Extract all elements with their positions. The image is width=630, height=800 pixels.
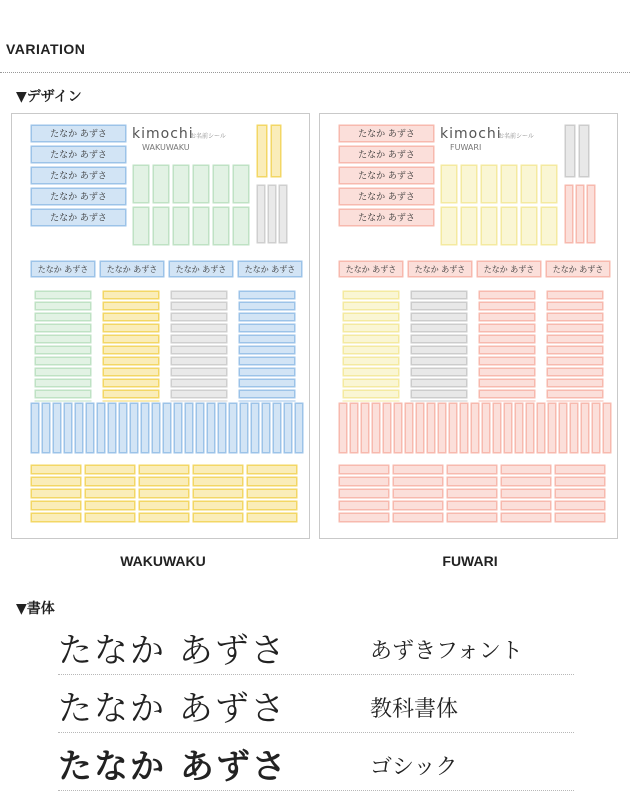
sticker-label-area <box>462 208 476 244</box>
sticker-label-area <box>241 404 247 452</box>
sticker-label-area <box>472 404 478 452</box>
sticker-label-area <box>556 502 604 509</box>
sticker-label-area <box>186 404 192 452</box>
sticker-label-area <box>417 404 423 452</box>
sticker-label-area <box>36 336 90 342</box>
sticker-label-area <box>153 404 159 452</box>
sticker-label-area <box>516 404 522 452</box>
sticker-label-area <box>248 502 296 509</box>
sticker-label-area <box>442 166 456 202</box>
sticker-label-area <box>86 514 134 521</box>
caption-fuwari: FUWARI <box>442 553 498 569</box>
sticker-label-area <box>252 404 258 452</box>
sticker-label-area <box>344 292 398 298</box>
sticker-label-area <box>494 404 500 452</box>
sticker-label-area <box>104 292 158 298</box>
sticker-label-area <box>548 336 602 342</box>
sticker-label-area <box>548 391 602 397</box>
sticker-label-area <box>43 404 49 452</box>
sticker-label-area <box>480 347 534 353</box>
sticker-text: たなか あずさ <box>552 264 604 274</box>
font-name: あずきフォント <box>370 639 523 664</box>
sticker-label-area <box>36 369 90 375</box>
sticker-label-area <box>406 404 412 452</box>
sticker-label-area <box>131 404 137 452</box>
sticker-label-area <box>296 404 302 452</box>
sticker-label-area <box>240 325 294 331</box>
sticker-label-area <box>448 466 496 473</box>
sticker-label-area <box>172 303 226 309</box>
sticker-label-area <box>104 380 158 386</box>
sticker-label-area <box>412 303 466 309</box>
sticker-label-area <box>412 325 466 331</box>
sticker-label-area <box>483 404 489 452</box>
sticker-label-area <box>340 466 388 473</box>
sticker-label-area <box>428 404 434 452</box>
sticker-label-area <box>480 369 534 375</box>
sticker-label-area <box>480 292 534 298</box>
sticker-label-area <box>344 325 398 331</box>
sticker-label-area <box>36 347 90 353</box>
sticker-label-area <box>172 369 226 375</box>
sticker-label-area <box>566 186 572 242</box>
sticker-label-area <box>240 369 294 375</box>
font-section-title: ▼書体 <box>16 601 55 617</box>
sticker-label-area <box>560 404 566 452</box>
sticker-label-area <box>134 166 148 202</box>
sticker-label-area <box>32 404 38 452</box>
sticker-label-area <box>480 325 534 331</box>
variation-heading: VARIATION <box>6 41 86 57</box>
sticker-label-area <box>394 502 442 509</box>
sticker-text: たなか あずさ <box>345 264 397 274</box>
sticker-label-area <box>448 478 496 485</box>
sticker-label-area <box>340 478 388 485</box>
sticker-text: たなか あずさ <box>50 213 107 224</box>
sticker-label-area <box>448 490 496 497</box>
logo-side-text: お名前シール <box>498 133 534 140</box>
sticker-label-area <box>482 166 496 202</box>
sticker-label-area <box>104 358 158 364</box>
sticker-label-area <box>104 314 158 320</box>
sticker-label-area <box>164 404 170 452</box>
sticker-label-area <box>140 490 188 497</box>
sticker-label-area <box>172 292 226 298</box>
sticker-label-area <box>344 358 398 364</box>
sticker-label-area <box>269 186 275 242</box>
sticker-label-area <box>439 404 445 452</box>
sticker-label-area <box>395 404 401 452</box>
sticker-label-area <box>194 514 242 521</box>
sticker-text: たなか あずさ <box>483 264 535 274</box>
sticker-label-area <box>412 292 466 298</box>
sticker-label-area <box>140 478 188 485</box>
sticker-label-area <box>351 404 357 452</box>
font-row-gothic <box>58 733 574 791</box>
sticker-label-area <box>240 391 294 397</box>
sticker-label-area <box>344 314 398 320</box>
sticker-label-area <box>462 166 476 202</box>
sticker-label-area <box>172 358 226 364</box>
sticker-label-area <box>172 380 226 386</box>
sticker-label-area <box>344 303 398 309</box>
font-name: 教科書体 <box>370 697 459 722</box>
sticker-label-area <box>248 514 296 521</box>
sticker-label-area <box>248 490 296 497</box>
sticker-label-area <box>542 166 556 202</box>
sticker-label-area <box>248 478 296 485</box>
sticker-label-area <box>36 303 90 309</box>
sticker-label-area <box>480 358 534 364</box>
sticker-label-area <box>32 466 80 473</box>
sticker-text: たなか あずさ <box>50 192 107 203</box>
sticker-label-area <box>549 404 555 452</box>
sheet-wakuwaku <box>11 113 310 539</box>
sticker-label-area <box>412 314 466 320</box>
sticker-label-area <box>482 208 496 244</box>
sticker-label-area <box>285 404 291 452</box>
sticker-text: たなか あずさ <box>175 264 227 274</box>
sticker-label-area <box>36 325 90 331</box>
sticker-label-area <box>461 404 467 452</box>
sticker-label-area <box>480 380 534 386</box>
sticker-label-area <box>548 369 602 375</box>
sticker-label-area <box>480 391 534 397</box>
sticker-label-area <box>240 336 294 342</box>
sticker-label-area <box>86 490 134 497</box>
sticker-label-area <box>593 404 599 452</box>
sticker-label-area <box>502 466 550 473</box>
sticker-label-area <box>194 166 208 202</box>
sticker-label-area <box>566 126 574 176</box>
sticker-label-area <box>65 404 71 452</box>
sticker-label-area <box>104 336 158 342</box>
sticker-label-area <box>571 404 577 452</box>
sticker-text: たなか あずさ <box>358 213 415 224</box>
sticker-label-area <box>280 186 286 242</box>
sticker-label-area <box>394 466 442 473</box>
sticker-label-area <box>448 514 496 521</box>
logo-text: kimochi <box>440 126 502 142</box>
sticker-label-area <box>140 514 188 521</box>
design-section-title: ▼デザイン <box>16 89 82 105</box>
sticker-label-area <box>142 404 148 452</box>
sticker-label-area <box>154 208 168 244</box>
sticker-label-area <box>527 404 533 452</box>
sticker-label-area <box>556 514 604 521</box>
sticker-label-area <box>98 404 104 452</box>
sticker-text: たなか あずさ <box>358 150 415 161</box>
font-sample: たなか あずさ <box>58 631 287 671</box>
sticker-label-area <box>172 314 226 320</box>
sticker-label-area <box>538 404 544 452</box>
sticker-label-area <box>104 347 158 353</box>
sticker-label-area <box>340 490 388 497</box>
sticker-label-area <box>412 380 466 386</box>
sticker-label-area <box>556 478 604 485</box>
sticker-label-area <box>230 404 236 452</box>
sticker-label-area <box>76 404 82 452</box>
sticker-label-area <box>394 490 442 497</box>
sticker-label-area <box>505 404 511 452</box>
sticker-label-area <box>172 347 226 353</box>
sticker-text: たなか あずさ <box>37 264 89 274</box>
sticker-label-area <box>32 502 80 509</box>
sheet-fuwari <box>319 113 618 539</box>
sticker-label-area <box>548 347 602 353</box>
sticker-label-area <box>240 380 294 386</box>
sticker-label-area <box>214 166 228 202</box>
sticker-label-area <box>208 404 214 452</box>
logo-side-text: お名前シール <box>190 133 226 140</box>
sticker-label-area <box>394 478 442 485</box>
sticker-label-area <box>412 391 466 397</box>
sticker-label-area <box>502 478 550 485</box>
sticker-label-area <box>104 303 158 309</box>
sticker-text: たなか あずさ <box>358 192 415 203</box>
sticker-label-area <box>412 347 466 353</box>
sticker-label-area <box>556 490 604 497</box>
sticker-label-area <box>502 166 516 202</box>
sticker-label-area <box>394 514 442 521</box>
sticker-label-area <box>412 336 466 342</box>
font-name: ゴシック <box>370 755 458 780</box>
sticker-text: たなか あずさ <box>106 264 158 274</box>
font-sample: たなか あずさ <box>58 747 288 787</box>
logo-sub-text: FUWARI <box>450 143 482 152</box>
sticker-label-area <box>548 380 602 386</box>
sticker-label-area <box>522 166 536 202</box>
sticker-label-area <box>604 404 610 452</box>
sticker-label-area <box>548 303 602 309</box>
sticker-label-area <box>36 380 90 386</box>
sticker-label-area <box>194 466 242 473</box>
sticker-label-area <box>272 126 280 176</box>
sticker-label-area <box>86 478 134 485</box>
sticker-label-area <box>194 490 242 497</box>
sticker-text: たなか あずさ <box>358 171 415 182</box>
sticker-label-area <box>248 466 296 473</box>
sticker-label-area <box>412 369 466 375</box>
sticker-label-area <box>548 292 602 298</box>
sticker-label-area <box>502 502 550 509</box>
sticker-label-area <box>240 358 294 364</box>
sticker-label-area <box>194 208 208 244</box>
sticker-label-area <box>448 502 496 509</box>
sticker-label-area <box>104 369 158 375</box>
sticker-label-area <box>194 502 242 509</box>
sticker-label-area <box>140 466 188 473</box>
sticker-label-area <box>344 369 398 375</box>
sticker-label-area <box>240 292 294 298</box>
sticker-label-area <box>502 490 550 497</box>
sticker-sheet-graphic <box>320 114 617 538</box>
sticker-text: たなか あずさ <box>50 150 107 161</box>
sticker-label-area <box>172 391 226 397</box>
sticker-label-area <box>219 404 225 452</box>
sticker-label-area <box>240 314 294 320</box>
sticker-text: たなか あずさ <box>358 129 415 140</box>
sticker-label-area <box>36 292 90 298</box>
sticker-label-area <box>120 404 126 452</box>
sticker-label-area <box>412 358 466 364</box>
sticker-label-area <box>234 208 248 244</box>
sticker-label-area <box>362 404 368 452</box>
sticker-label-area <box>263 404 269 452</box>
sticker-label-area <box>542 208 556 244</box>
sticker-label-area <box>340 502 388 509</box>
sticker-label-area <box>577 186 583 242</box>
sticker-label-area <box>194 478 242 485</box>
sticker-label-area <box>556 466 604 473</box>
sticker-text: たなか あずさ <box>244 264 296 274</box>
logo-sub-text: WAKUWAKU <box>142 143 190 152</box>
sticker-label-area <box>134 208 148 244</box>
sticker-label-area <box>174 166 188 202</box>
sticker-label-area <box>548 358 602 364</box>
sticker-label-area <box>442 208 456 244</box>
sticker-label-area <box>548 325 602 331</box>
sticker-label-area <box>32 490 80 497</box>
divider <box>0 72 630 73</box>
sticker-label-area <box>480 303 534 309</box>
sticker-label-area <box>240 347 294 353</box>
font-row-kyokasho <box>58 675 574 733</box>
sticker-label-area <box>344 336 398 342</box>
sticker-label-area <box>86 466 134 473</box>
sticker-label-area <box>373 404 379 452</box>
sticker-label-area <box>340 514 388 521</box>
sticker-label-area <box>172 325 226 331</box>
sticker-label-area <box>384 404 390 452</box>
sticker-label-area <box>32 514 80 521</box>
sticker-label-area <box>274 404 280 452</box>
sticker-label-area <box>588 186 594 242</box>
sticker-label-area <box>344 380 398 386</box>
sticker-label-area <box>234 166 248 202</box>
sticker-label-area <box>104 391 158 397</box>
font-row-azuki <box>58 617 574 675</box>
sticker-label-area <box>522 208 536 244</box>
sticker-label-area <box>580 126 588 176</box>
sticker-label-area <box>340 404 346 452</box>
sticker-label-area <box>214 208 228 244</box>
sticker-label-area <box>344 347 398 353</box>
font-sample: たなか あずさ <box>58 689 287 729</box>
sticker-label-area <box>258 126 266 176</box>
sticker-label-area <box>36 391 90 397</box>
sticker-label-area <box>109 404 115 452</box>
sticker-text: たなか あずさ <box>50 129 107 140</box>
sticker-label-area <box>582 404 588 452</box>
sticker-label-area <box>36 314 90 320</box>
sticker-label-area <box>104 325 158 331</box>
sticker-label-area <box>502 514 550 521</box>
sticker-label-area <box>197 404 203 452</box>
sticker-label-area <box>480 314 534 320</box>
sticker-label-area <box>450 404 456 452</box>
sticker-label-area <box>548 314 602 320</box>
sticker-label-area <box>140 502 188 509</box>
sticker-label-area <box>240 303 294 309</box>
sticker-text: たなか あずさ <box>50 171 107 182</box>
sticker-label-area <box>32 478 80 485</box>
sticker-label-area <box>480 336 534 342</box>
sticker-label-area <box>54 404 60 452</box>
sticker-label-area <box>502 208 516 244</box>
logo-text: kimochi <box>132 126 194 142</box>
sticker-sheet-graphic <box>12 114 309 538</box>
sticker-label-area <box>172 336 226 342</box>
sticker-label-area <box>344 391 398 397</box>
sticker-label-area <box>36 358 90 364</box>
sticker-text: たなか あずさ <box>414 264 466 274</box>
sticker-label-area <box>87 404 93 452</box>
sticker-label-area <box>154 166 168 202</box>
sticker-label-area <box>258 186 264 242</box>
caption-wakuwaku: WAKUWAKU <box>120 553 206 569</box>
sticker-label-area <box>86 502 134 509</box>
sticker-label-area <box>174 208 188 244</box>
sticker-label-area <box>175 404 181 452</box>
